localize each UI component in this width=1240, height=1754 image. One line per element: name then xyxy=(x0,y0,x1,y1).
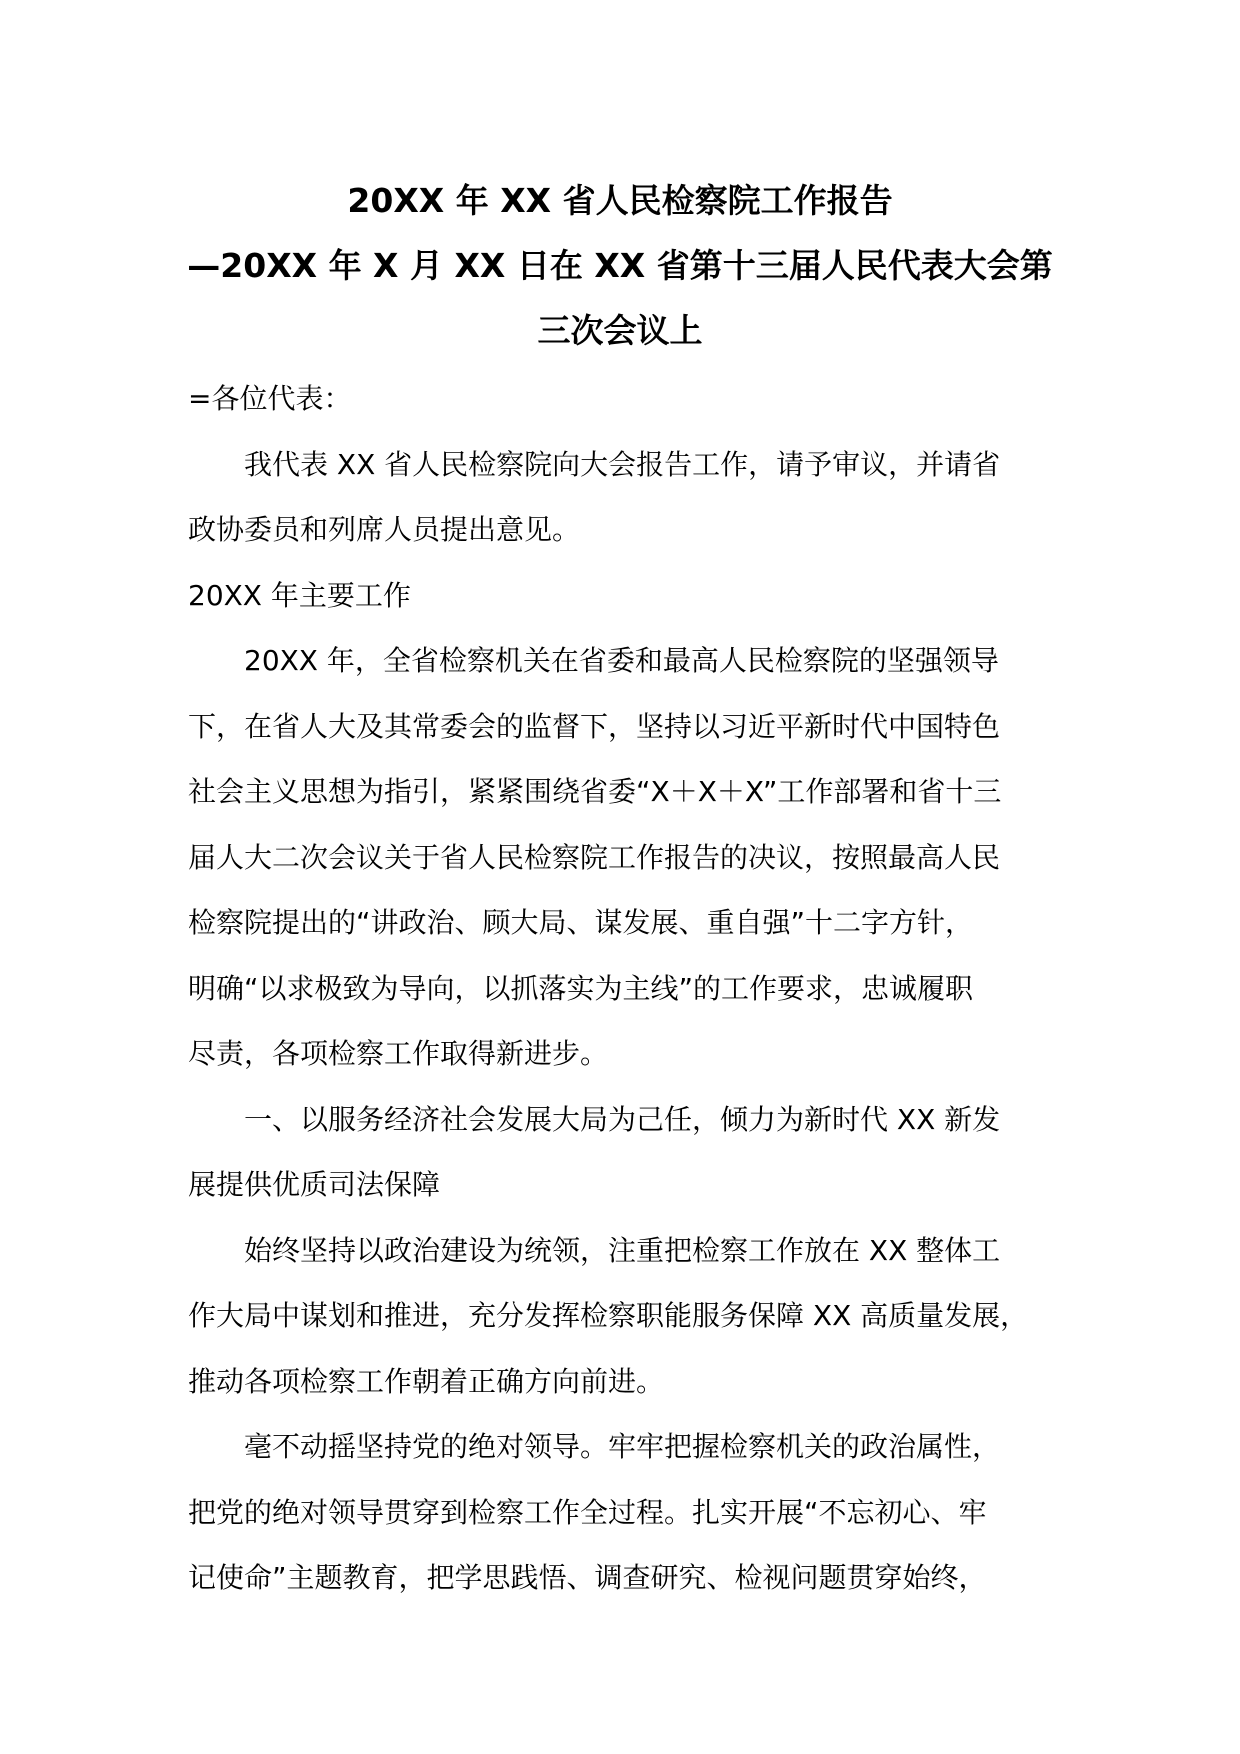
subtitle-line: 三次会议上 xyxy=(537,311,703,350)
text-line: 把党的绝对领导贯穿到检察工作全过程。扎实开展“不忘初心、牢 xyxy=(188,1495,987,1529)
text-line: 我代表 XX 省人民检察院向大会报告工作，请予审议，并请省 xyxy=(244,447,1001,481)
report-body xyxy=(188,366,1088,1611)
text-line: 毫不动摇坚持党的绝对领导。牢牢把握检察机关的政治属性， xyxy=(244,1430,1001,1463)
paragraph-section-one-heading xyxy=(188,1087,1088,1218)
text-line: 尽责，各项检察工作取得新进步。 xyxy=(188,1037,609,1070)
text-line: 始终坚持以政治建设为统领，注重把检察工作放在 XX 整体工 xyxy=(244,1233,1001,1267)
report-title xyxy=(150,168,1090,363)
text-line: 明确“以求极致为导向，以抓落实为主线”的工作要求，忠诚履职 xyxy=(188,971,974,1005)
paragraph-party-leadership xyxy=(188,1414,1088,1611)
text-line: 下，在省人大及其常委会的监督下，坚持以习近平新时代中国特色 xyxy=(188,709,1001,743)
text-line: 检察院提出的“讲政治、顾大局、谋发展、重自强”十二字方针， xyxy=(188,906,974,939)
paragraph-intro xyxy=(188,432,1088,563)
subtitle-line: —20XX 年 X 月 XX 日在 XX 省第十三届人民代表大会第 xyxy=(187,246,1053,285)
title-line: 20XX 年 XX 省人民检察院工作报告 xyxy=(347,181,893,220)
section-heading: 20XX 年主要工作 xyxy=(188,578,411,612)
text-line: 社会主义思想为指引，紧紧围绕省委“X＋X＋X”工作部署和省十三 xyxy=(188,775,1002,808)
text-line: 届人大二次会议关于省人民检察院工作报告的决议，按照最高人民 xyxy=(188,840,1001,874)
text-line: 记使命”主题教育，把学思践悟、调查研究、检视问题贯穿始终， xyxy=(188,1561,987,1594)
paragraph-summary xyxy=(188,628,1088,1087)
salutation: =各位代表： xyxy=(188,382,352,415)
text-line: 展提供优质司法保障 xyxy=(188,1168,441,1201)
paragraph-political-leadership xyxy=(188,1218,1088,1415)
text-line: 政协委员和列席人员提出意见。 xyxy=(188,513,581,546)
text-line: 一、以服务经济社会发展大局为己任，倾力为新时代 XX 新发 xyxy=(244,1102,1001,1136)
text-line: 20XX 年，全省检察机关在省委和最高人民检察院的坚强领导 xyxy=(244,644,999,677)
text-line: 作大局中谋划和推进，充分发挥检察职能服务保障 XX 高质量发展， xyxy=(188,1299,1029,1332)
text-line: 推动各项检察工作朝着正确方向前进。 xyxy=(188,1364,665,1398)
